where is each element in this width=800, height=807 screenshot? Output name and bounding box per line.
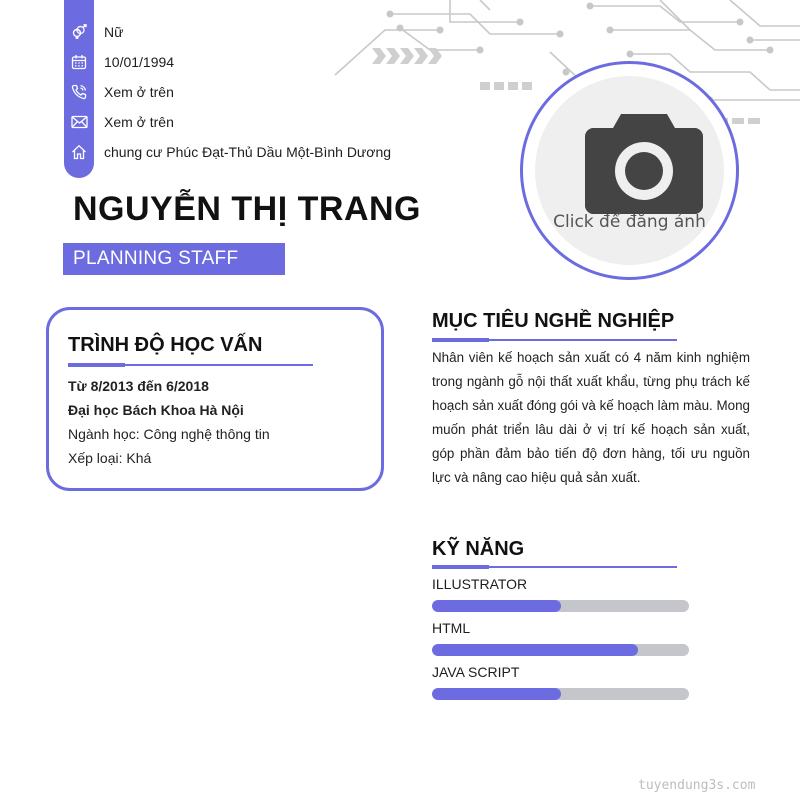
skill-item xyxy=(432,664,689,708)
skill-item xyxy=(432,576,689,620)
education-title-underline xyxy=(68,364,313,366)
skills-title-underline xyxy=(432,566,677,568)
skills-list xyxy=(432,576,689,708)
skills-title: KỸ NĂNG xyxy=(432,538,525,560)
gender-icon xyxy=(64,17,94,47)
education-grade: Xếp loại: Khá xyxy=(68,450,152,466)
objective-title: MỤC TIÊU NGHỀ NGHIỆP xyxy=(432,310,675,332)
contact-gender xyxy=(64,17,391,47)
education-details xyxy=(68,374,270,470)
contact-email xyxy=(64,107,391,137)
contact-list xyxy=(64,17,391,167)
avatar-placeholder[interactable] xyxy=(535,76,724,265)
camera-icon xyxy=(585,112,703,214)
education-period: Từ 8/2013 đến 6/2018 xyxy=(68,378,209,394)
candidate-name: NGUYỄN THỊ TRANG xyxy=(73,190,421,228)
education-title: TRÌNH ĐỘ HỌC VẤN xyxy=(68,334,263,356)
objective-text: Nhân viên kế hoạch sản xuất có 4 năm kinh nghiệm trong ngành gỗ nội thất xuất khẩu, từng phụ trách kế hoạch sản xuất đóng gói và kế hoạch làm màu. Mong muốn phát triển lâu dài ở vị trí kế hoạch sản xuất, góp phần đảm bảo tiến độ đơn hàng, tối ưu nguồn lực và nâng cao hiệu quả sản xuất. xyxy=(432,350,750,485)
skill-level-track xyxy=(432,688,689,700)
skill-level-fill xyxy=(432,644,638,656)
address-text: chung cư Phúc Đạt-Thủ Dầu Một-Bình Dương xyxy=(104,144,392,160)
skill-label: JAVA SCRIPT xyxy=(432,664,520,680)
email-text: Xem ở trên xyxy=(104,114,174,130)
education-school: Đại học Bách Khoa Hà Nội xyxy=(68,402,244,418)
calendar-icon xyxy=(64,47,94,77)
contact-birthday xyxy=(64,47,391,77)
job-title: PLANNING STAFF xyxy=(63,243,285,275)
objective-title-underline xyxy=(432,339,677,341)
skill-level-track xyxy=(432,644,689,656)
skill-level-fill xyxy=(432,600,561,612)
gender-text: Nữ xyxy=(104,24,124,40)
birthday-text: 10/01/1994 xyxy=(104,54,175,70)
contact-phone xyxy=(64,77,391,107)
contact-address xyxy=(64,137,391,167)
phone-icon xyxy=(64,77,94,107)
skill-label: HTML xyxy=(432,620,471,636)
education-major: Ngành học: Công nghệ thông tin xyxy=(68,426,270,442)
education-section xyxy=(46,307,384,491)
skill-label: ILLUSTRATOR xyxy=(432,576,528,592)
skill-item xyxy=(432,620,689,664)
skill-level-track xyxy=(432,600,689,612)
upload-photo-label: Click để đăng ảnh xyxy=(553,212,706,232)
skill-level-fill xyxy=(432,688,561,700)
avatar-upload[interactable] xyxy=(520,61,739,280)
home-icon xyxy=(64,137,94,167)
email-icon xyxy=(64,107,94,137)
site-watermark: tuyendung3s.com xyxy=(638,778,756,793)
phone-text: Xem ở trên xyxy=(104,84,174,100)
